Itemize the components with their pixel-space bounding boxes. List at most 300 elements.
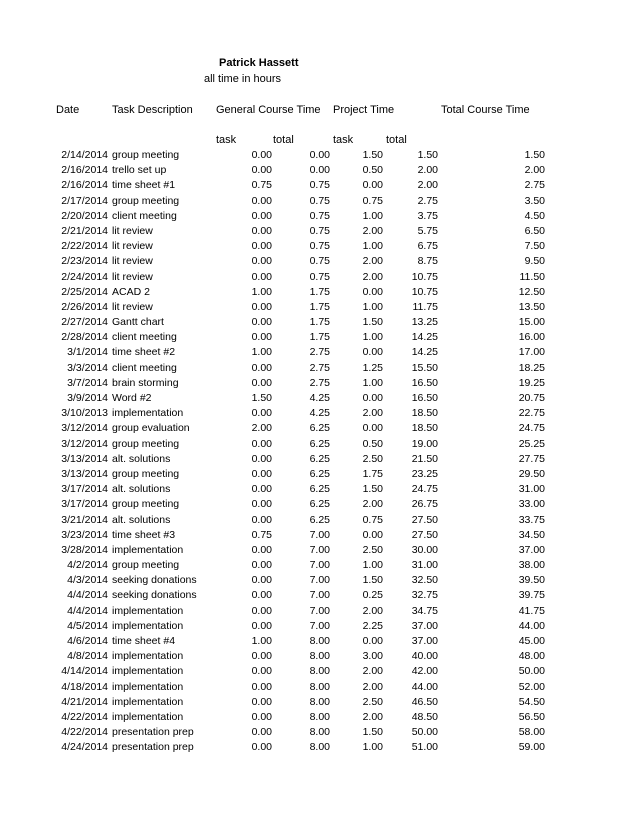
project-task-cell: 2.00 — [362, 224, 383, 237]
total-course-time-cell: 31.00 — [518, 483, 545, 496]
project-total-cell: 46.50 — [411, 695, 438, 708]
project-task-cell: 2.50 — [362, 543, 383, 556]
time-log-table — [0, 148, 640, 756]
project-task-cell: 2.50 — [362, 695, 383, 708]
general-task-cell: 0.00 — [251, 695, 272, 708]
task-description-cell: group meeting — [112, 467, 180, 480]
general-task-cell: 0.00 — [251, 726, 272, 739]
total-course-time-cell: 41.75 — [518, 604, 545, 617]
project-total-cell: 14.25 — [411, 331, 438, 344]
table-row — [0, 315, 640, 330]
subheader-general-task: task — [216, 134, 237, 146]
project-total-cell: 16.50 — [411, 376, 438, 389]
general-total-cell: 1.75 — [309, 331, 330, 344]
table-row — [0, 224, 640, 239]
date-cell: 2/20/2014 — [61, 209, 108, 222]
total-course-time-cell: 39.75 — [518, 589, 545, 602]
task-description-cell: ACAD 2 — [112, 285, 150, 298]
table-row — [0, 376, 640, 391]
total-course-time-cell: 33.00 — [518, 498, 545, 511]
general-task-cell: 1.00 — [251, 346, 272, 359]
total-course-time-cell: 1.50 — [524, 149, 545, 161]
date-cell: 4/22/2014 — [61, 710, 108, 723]
date-cell: 3/13/2014 — [61, 467, 108, 480]
project-task-cell: 1.50 — [362, 149, 383, 161]
table-row — [0, 270, 640, 285]
general-task-cell: 0.00 — [251, 240, 272, 253]
date-cell: 2/22/2014 — [61, 240, 108, 253]
general-total-cell: 0.75 — [309, 240, 330, 253]
total-course-time-cell: 29.50 — [518, 467, 545, 480]
date-cell: 2/16/2014 — [61, 164, 108, 177]
total-course-time-cell: 44.00 — [518, 619, 545, 632]
task-description-cell: lit review — [112, 224, 153, 237]
table-row — [0, 528, 640, 543]
total-course-time-cell: 11.50 — [519, 270, 545, 283]
general-task-cell: 0.00 — [251, 376, 272, 389]
general-task-cell: 0.75 — [251, 179, 272, 192]
general-total-cell: 6.25 — [309, 483, 330, 496]
project-task-cell: 1.00 — [362, 331, 383, 344]
task-description-cell: group meeting — [112, 437, 180, 450]
general-total-cell: 0.75 — [309, 194, 330, 207]
project-total-cell: 40.00 — [411, 650, 438, 663]
project-task-cell: 2.00 — [362, 604, 383, 617]
general-total-cell: 0.75 — [309, 255, 330, 268]
general-total-cell: 7.00 — [309, 619, 330, 632]
project-total-cell: 31.00 — [411, 559, 438, 572]
task-description-cell: client meeting — [112, 209, 177, 222]
task-description-cell: implementation — [112, 680, 184, 693]
table-row — [0, 406, 640, 421]
table-row — [0, 710, 640, 725]
general-task-cell: 0.00 — [251, 467, 272, 480]
general-task-cell: 0.00 — [251, 741, 272, 754]
total-course-time-cell: 2.75 — [524, 179, 545, 192]
date-cell: 2/23/2014 — [61, 255, 108, 268]
project-total-cell: 51.00 — [411, 741, 438, 754]
general-total-cell: 8.00 — [309, 695, 330, 708]
total-course-time-cell: 50.00 — [518, 665, 545, 678]
general-task-cell: 1.00 — [251, 285, 272, 298]
task-description-cell: presentation prep — [112, 741, 194, 754]
general-total-cell: 1.75 — [309, 285, 330, 298]
task-description-cell: trello set up — [112, 164, 167, 177]
general-total-cell: 4.25 — [309, 392, 330, 404]
col-header-total-course-time: Total Course Time — [441, 104, 530, 116]
total-course-time-cell: 13.50 — [518, 300, 545, 313]
general-total-cell: 6.25 — [309, 422, 330, 435]
project-total-cell: 44.00 — [411, 680, 438, 693]
project-total-cell: 50.00 — [411, 726, 438, 739]
table-row — [0, 573, 640, 588]
date-cell: 4/4/2014 — [67, 589, 108, 602]
date-cell: 3/9/2014 — [67, 392, 108, 404]
project-total-cell: 16.50 — [411, 392, 438, 404]
task-description-cell: implementation — [112, 604, 184, 617]
general-total-cell: 2.75 — [309, 346, 330, 359]
general-task-cell: 0.00 — [251, 589, 272, 602]
general-task-cell: 0.00 — [251, 194, 272, 207]
date-cell: 4/8/2014 — [67, 650, 108, 663]
date-cell: 2/26/2014 — [61, 300, 108, 313]
general-total-cell: 8.00 — [309, 650, 330, 663]
general-total-cell: 7.00 — [309, 574, 330, 587]
total-course-time-cell: 12.50 — [518, 285, 545, 298]
table-row — [0, 361, 640, 376]
project-task-cell: 1.00 — [362, 741, 383, 754]
table-row — [0, 680, 640, 695]
project-task-cell: 0.00 — [362, 422, 383, 435]
date-cell: 3/12/2014 — [61, 422, 108, 435]
general-task-cell: 0.00 — [251, 483, 272, 496]
task-description-cell: implementation — [112, 407, 184, 420]
task-description-cell: brain storming — [112, 376, 179, 389]
project-task-cell: 0.00 — [362, 528, 383, 541]
table-row — [0, 619, 640, 634]
task-description-cell: group meeting — [112, 194, 180, 207]
project-task-cell: 0.00 — [362, 285, 383, 298]
general-total-cell: 8.00 — [309, 635, 330, 647]
task-description-cell: client meeting — [112, 331, 177, 344]
general-task-cell: 0.00 — [251, 680, 272, 693]
total-course-time-cell: 56.50 — [518, 710, 545, 723]
general-task-cell: 0.00 — [251, 255, 272, 268]
general-task-cell: 0.00 — [251, 209, 272, 222]
task-description-cell: group meeting — [112, 559, 180, 572]
general-task-cell: 0.00 — [251, 498, 272, 511]
total-course-time-cell: 54.50 — [518, 695, 545, 708]
date-cell: 3/10/2013 — [61, 407, 108, 420]
date-cell: 4/21/2014 — [61, 695, 108, 708]
general-total-cell: 2.75 — [309, 376, 330, 389]
project-total-cell: 37.00 — [411, 619, 438, 632]
project-total-cell: 11.75 — [412, 300, 438, 313]
project-task-cell: 2.00 — [362, 407, 383, 420]
project-total-cell: 3.75 — [417, 209, 438, 222]
project-total-cell: 32.50 — [411, 574, 438, 587]
date-cell: 3/23/2014 — [61, 528, 108, 541]
total-course-time-cell: 4.50 — [524, 209, 545, 222]
date-cell: 2/14/2014 — [61, 149, 108, 161]
general-task-cell: 1.50 — [251, 392, 272, 404]
table-row — [0, 163, 640, 178]
project-total-cell: 23.25 — [411, 467, 438, 480]
total-course-time-cell: 9.50 — [524, 255, 545, 268]
table-row — [0, 254, 640, 269]
general-task-cell: 0.00 — [251, 407, 272, 420]
project-task-cell: 1.00 — [362, 209, 383, 222]
date-cell: 4/18/2014 — [61, 680, 108, 693]
task-description-cell: alt. solutions — [112, 483, 171, 496]
project-task-cell: 1.00 — [362, 376, 383, 389]
col-header-task-description: Task Description — [112, 104, 193, 116]
date-cell: 4/2/2014 — [67, 559, 108, 572]
general-task-cell: 0.00 — [251, 619, 272, 632]
table-row — [0, 437, 640, 452]
project-total-cell: 18.50 — [411, 422, 438, 435]
total-course-time-cell: 34.50 — [518, 528, 545, 541]
task-description-cell: lit review — [112, 240, 153, 253]
general-total-cell: 0.75 — [309, 209, 330, 222]
table-row — [0, 725, 640, 740]
project-task-cell: 3.00 — [362, 650, 383, 663]
document-subtitle: all time in hours — [204, 73, 282, 85]
project-total-cell: 32.75 — [411, 589, 438, 602]
project-total-cell: 30.00 — [411, 543, 438, 556]
task-description-cell: implementation — [112, 695, 184, 708]
general-task-cell: 0.00 — [251, 316, 272, 329]
general-task-cell: 0.00 — [251, 710, 272, 723]
project-task-cell: 0.00 — [362, 392, 383, 404]
project-task-cell: 2.00 — [362, 270, 383, 283]
date-cell: 4/4/2014 — [67, 604, 108, 617]
project-task-cell: 0.75 — [362, 194, 383, 207]
project-task-cell: 0.75 — [362, 513, 383, 526]
project-total-cell: 19.00 — [411, 437, 438, 450]
date-cell: 3/1/2014 — [67, 346, 108, 359]
table-row — [0, 452, 640, 467]
general-task-cell: 1.00 — [251, 635, 272, 647]
project-total-cell: 34.75 — [411, 604, 438, 617]
project-task-cell: 2.00 — [362, 680, 383, 693]
general-total-cell: 6.25 — [309, 498, 330, 511]
total-course-time-cell: 22.75 — [518, 407, 545, 420]
date-cell: 2/24/2014 — [61, 270, 108, 283]
general-task-cell: 0.00 — [251, 665, 272, 678]
task-description-cell: presentation prep — [112, 726, 194, 739]
general-task-cell: 0.00 — [251, 224, 272, 237]
table-row — [0, 148, 640, 163]
project-total-cell: 13.25 — [411, 316, 438, 329]
general-total-cell: 7.00 — [309, 559, 330, 572]
date-cell: 3/17/2014 — [61, 498, 108, 511]
general-total-cell: 4.25 — [309, 407, 330, 420]
date-cell: 4/3/2014 — [67, 574, 108, 587]
general-total-cell: 7.00 — [309, 604, 330, 617]
date-cell: 2/25/2014 — [61, 285, 108, 298]
project-total-cell: 1.50 — [417, 149, 438, 161]
general-task-cell: 2.00 — [251, 422, 272, 435]
project-total-cell: 27.50 — [411, 528, 438, 541]
project-task-cell: 0.00 — [362, 346, 383, 359]
total-course-time-cell: 45.00 — [518, 635, 545, 647]
general-task-cell: 0.75 — [251, 528, 272, 541]
table-row — [0, 695, 640, 710]
general-total-cell: 0.00 — [309, 164, 330, 177]
project-total-cell: 21.50 — [411, 452, 438, 465]
task-description-cell: alt. solutions — [112, 513, 171, 526]
subheader-project-total: total — [386, 134, 407, 146]
general-total-cell: 6.25 — [309, 437, 330, 450]
project-task-cell: 1.75 — [362, 467, 383, 480]
col-header-project-time: Project Time — [333, 104, 395, 116]
general-total-cell: 1.75 — [309, 316, 330, 329]
general-task-cell: 0.00 — [251, 437, 272, 450]
project-total-cell: 15.50 — [411, 361, 438, 374]
task-description-cell: alt. solutions — [112, 452, 171, 465]
task-description-cell: time sheet #3 — [112, 528, 176, 541]
project-task-cell: 1.00 — [362, 559, 383, 572]
subheader-project-task: task — [333, 134, 354, 146]
task-description-cell: Gantt chart — [112, 316, 164, 329]
document-author: Patrick Hassett — [219, 57, 299, 69]
project-task-cell: 1.50 — [362, 316, 383, 329]
col-header-general-course-time: General Course Time — [216, 104, 321, 116]
project-task-cell: 1.50 — [362, 726, 383, 739]
table-row — [0, 209, 640, 224]
general-task-cell: 0.00 — [251, 149, 272, 161]
task-description-cell: implementation — [112, 543, 184, 556]
general-task-cell: 0.00 — [251, 650, 272, 663]
project-total-cell: 24.75 — [411, 483, 438, 496]
date-cell: 2/17/2014 — [61, 194, 108, 207]
project-total-cell: 10.75 — [411, 270, 438, 283]
date-cell: 3/3/2014 — [67, 361, 108, 374]
table-row — [0, 497, 640, 512]
table-row — [0, 558, 640, 573]
project-task-cell: 1.50 — [362, 574, 383, 587]
general-task-cell: 0.00 — [251, 513, 272, 526]
project-task-cell: 0.00 — [362, 179, 383, 192]
project-total-cell: 14.25 — [411, 346, 438, 359]
task-description-cell: seeking donations — [112, 589, 197, 602]
table-row — [0, 482, 640, 497]
subheader-general-total: total — [273, 134, 294, 146]
total-course-time-cell: 7.50 — [524, 240, 545, 253]
table-row — [0, 649, 640, 664]
project-total-cell: 27.50 — [411, 513, 438, 526]
date-cell: 2/16/2014 — [61, 179, 108, 192]
project-task-cell: 1.50 — [362, 483, 383, 496]
project-total-cell: 2.75 — [417, 194, 438, 207]
total-course-time-cell: 15.00 — [518, 316, 545, 329]
total-course-time-cell: 3.50 — [524, 194, 545, 207]
task-description-cell: lit review — [112, 255, 153, 268]
general-total-cell: 8.00 — [309, 710, 330, 723]
general-total-cell: 7.00 — [309, 528, 330, 541]
table-row — [0, 604, 640, 619]
date-cell: 3/13/2014 — [61, 452, 108, 465]
task-description-cell: implementation — [112, 619, 184, 632]
project-task-cell: 2.00 — [362, 498, 383, 511]
general-total-cell: 8.00 — [309, 726, 330, 739]
total-course-time-cell: 59.00 — [518, 741, 545, 754]
general-task-cell: 0.00 — [251, 574, 272, 587]
general-task-cell: 0.00 — [251, 300, 272, 313]
general-total-cell: 1.75 — [309, 300, 330, 313]
project-task-cell: 1.00 — [362, 300, 383, 313]
general-task-cell: 0.00 — [251, 559, 272, 572]
total-course-time-cell: 39.50 — [518, 574, 545, 587]
general-total-cell: 2.75 — [309, 361, 330, 374]
task-description-cell: seeking donations — [112, 574, 197, 587]
table-row — [0, 285, 640, 300]
date-cell: 3/28/2014 — [61, 543, 108, 556]
project-total-cell: 6.75 — [417, 240, 438, 253]
table-row — [0, 664, 640, 679]
task-description-cell: implementation — [112, 650, 184, 663]
date-cell: 4/22/2014 — [61, 726, 108, 739]
date-cell: 3/12/2014 — [61, 437, 108, 450]
project-total-cell: 8.75 — [417, 255, 438, 268]
date-cell: 4/5/2014 — [67, 619, 108, 632]
task-description-cell: time sheet #2 — [112, 346, 176, 359]
project-task-cell: 1.00 — [362, 240, 383, 253]
general-task-cell: 0.00 — [251, 331, 272, 344]
general-task-cell: 0.00 — [251, 543, 272, 556]
date-cell: 4/14/2014 — [61, 665, 108, 678]
total-course-time-cell: 18.25 — [518, 361, 545, 374]
project-task-cell: 0.25 — [362, 589, 383, 602]
task-description-cell: time sheet #1 — [112, 179, 176, 192]
general-total-cell: 0.75 — [309, 224, 330, 237]
total-course-time-cell: 16.00 — [518, 331, 545, 344]
table-row — [0, 513, 640, 528]
col-header-date: Date — [56, 104, 80, 116]
general-total-cell: 8.00 — [309, 741, 330, 754]
project-task-cell: 2.50 — [362, 452, 383, 465]
general-total-cell: 6.25 — [309, 452, 330, 465]
date-cell: 4/24/2014 — [61, 741, 108, 754]
task-description-cell: lit review — [112, 270, 153, 283]
total-course-time-cell: 6.50 — [524, 224, 545, 237]
total-course-time-cell: 58.00 — [518, 726, 545, 739]
project-task-cell: 0.50 — [362, 164, 383, 177]
task-description-cell: group meeting — [112, 498, 180, 511]
total-course-time-cell: 48.00 — [518, 650, 545, 663]
general-total-cell: 7.00 — [309, 543, 330, 556]
project-task-cell: 2.00 — [362, 710, 383, 723]
project-total-cell: 2.00 — [417, 179, 438, 192]
task-description-cell: implementation — [112, 665, 184, 678]
table-row — [0, 588, 640, 603]
date-cell: 4/6/2014 — [67, 635, 108, 647]
total-course-time-cell: 25.25 — [518, 437, 545, 450]
table-row — [0, 345, 640, 360]
project-total-cell: 26.75 — [411, 498, 438, 511]
table-row — [0, 194, 640, 209]
general-task-cell: 0.00 — [251, 361, 272, 374]
table-row — [0, 391, 640, 406]
project-task-cell: 2.25 — [362, 619, 383, 632]
general-total-cell: 0.75 — [309, 270, 330, 283]
task-description-cell: group meeting — [112, 149, 180, 161]
project-total-cell: 42.00 — [411, 665, 438, 678]
table-row — [0, 300, 640, 315]
date-cell: 3/7/2014 — [67, 376, 108, 389]
total-course-time-cell: 27.75 — [518, 452, 545, 465]
task-description-cell: group evaluation — [112, 422, 190, 435]
general-total-cell: 0.00 — [309, 149, 330, 161]
total-course-time-cell: 38.00 — [518, 559, 545, 572]
table-row — [0, 178, 640, 193]
table-row — [0, 740, 640, 755]
date-cell: 2/21/2014 — [61, 224, 108, 237]
general-task-cell: 0.00 — [251, 164, 272, 177]
project-task-cell: 0.50 — [362, 437, 383, 450]
table-row — [0, 421, 640, 436]
project-total-cell: 18.50 — [411, 407, 438, 420]
general-total-cell: 6.25 — [309, 467, 330, 480]
task-description-cell: client meeting — [112, 361, 177, 374]
general-task-cell: 0.00 — [251, 270, 272, 283]
task-description-cell: lit review — [112, 300, 153, 313]
project-total-cell: 2.00 — [417, 164, 438, 177]
general-total-cell: 0.75 — [309, 179, 330, 192]
project-total-cell: 10.75 — [411, 285, 438, 298]
total-course-time-cell: 20.75 — [518, 392, 545, 404]
